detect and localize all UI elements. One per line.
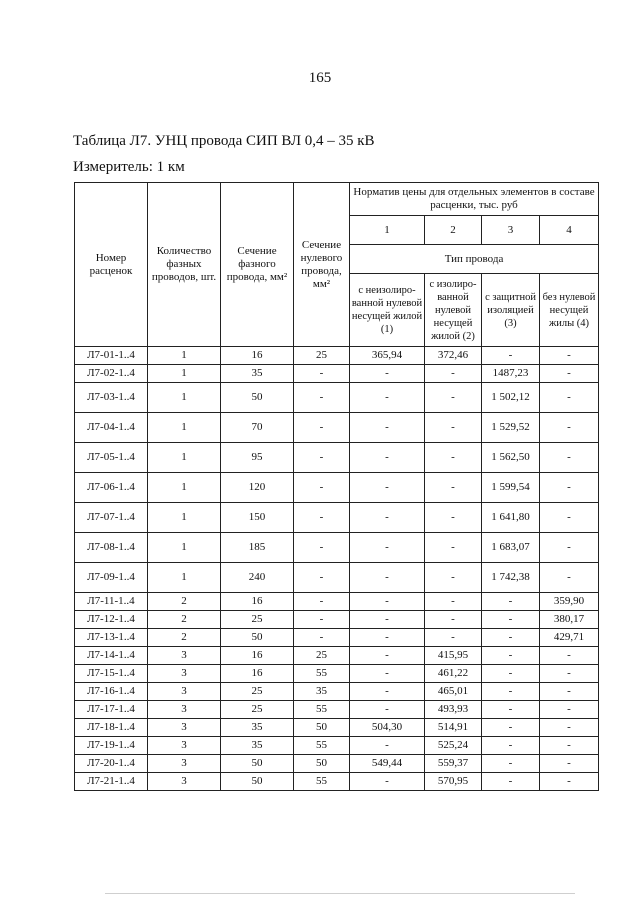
cell-code: Л7-06-1..4 (75, 473, 148, 503)
cell-type-4: - (540, 755, 599, 773)
cell-type-1: - (350, 593, 425, 611)
cell-type-2: - (425, 593, 482, 611)
cell-type-4: - (540, 473, 599, 503)
cell-type-1: - (350, 533, 425, 563)
table-row (75, 629, 599, 647)
table-row (75, 533, 599, 563)
table-body (75, 347, 599, 791)
header-type-4: без нулевой несущей жилы (4) (540, 274, 599, 347)
cell-type-2: - (425, 383, 482, 413)
cell-phase-section: 25 (221, 701, 294, 719)
table-row (75, 773, 599, 791)
cell-phases: 2 (148, 611, 221, 629)
bottom-divider (105, 893, 575, 894)
cell-type-2: 372,46 (425, 347, 482, 365)
cell-type-3: - (482, 755, 540, 773)
cell-type-2: 514,91 (425, 719, 482, 737)
cell-type-1: - (350, 773, 425, 791)
cell-neutral-section: 55 (294, 773, 350, 791)
cell-phase-section: 50 (221, 629, 294, 647)
cell-code: Л7-21-1..4 (75, 773, 148, 791)
cell-type-2: - (425, 503, 482, 533)
table-row (75, 701, 599, 719)
cell-phases: 3 (148, 683, 221, 701)
cell-type-1: - (350, 503, 425, 533)
cell-phase-section: 50 (221, 383, 294, 413)
cell-code: Л7-19-1..4 (75, 737, 148, 755)
cell-neutral-section: 50 (294, 719, 350, 737)
cell-type-2: 465,01 (425, 683, 482, 701)
cell-neutral-section: 55 (294, 701, 350, 719)
cell-type-3: 1 529,52 (482, 413, 540, 443)
cell-neutral-section: - (294, 503, 350, 533)
table-row (75, 413, 599, 443)
cell-phases: 1 (148, 503, 221, 533)
cell-phase-section: 16 (221, 347, 294, 365)
cell-code: Л7-09-1..4 (75, 563, 148, 593)
cell-phase-section: 150 (221, 503, 294, 533)
cell-code: Л7-07-1..4 (75, 503, 148, 533)
cell-phase-section: 16 (221, 593, 294, 611)
cell-type-3: 1 502,12 (482, 383, 540, 413)
cell-phases: 1 (148, 473, 221, 503)
table-row (75, 611, 599, 629)
cell-phase-section: 25 (221, 611, 294, 629)
cell-type-2: - (425, 443, 482, 473)
cell-type-4: 380,17 (540, 611, 599, 629)
header-code: Номер расценок (75, 183, 148, 347)
header-col-number: 4 (540, 216, 599, 245)
cell-type-3: - (482, 773, 540, 791)
cell-neutral-section: - (294, 533, 350, 563)
table-row (75, 683, 599, 701)
cell-type-4: - (540, 737, 599, 755)
cell-phases: 1 (148, 383, 221, 413)
cell-type-4: - (540, 563, 599, 593)
header-col-number: 2 (425, 216, 482, 245)
cell-code: Л7-03-1..4 (75, 383, 148, 413)
cell-type-1: 549,44 (350, 755, 425, 773)
cell-type-1: - (350, 683, 425, 701)
cell-type-4: - (540, 683, 599, 701)
table-row (75, 719, 599, 737)
cell-type-1: - (350, 647, 425, 665)
cell-phases: 3 (148, 719, 221, 737)
cell-neutral-section: 50 (294, 755, 350, 773)
cell-type-1: - (350, 611, 425, 629)
cell-phase-section: 120 (221, 473, 294, 503)
cell-type-4: - (540, 383, 599, 413)
cell-type-4: - (540, 503, 599, 533)
cell-code: Л7-18-1..4 (75, 719, 148, 737)
cell-type-2: - (425, 473, 482, 503)
table-row (75, 503, 599, 533)
cell-type-3: - (482, 737, 540, 755)
cell-phases: 2 (148, 629, 221, 647)
cell-code: Л7-12-1..4 (75, 611, 148, 629)
cell-type-1: - (350, 473, 425, 503)
cell-type-4: - (540, 647, 599, 665)
cell-type-2: 493,93 (425, 701, 482, 719)
cell-phases: 1 (148, 443, 221, 473)
cell-type-1: - (350, 701, 425, 719)
header-type-3: с защитной изоляцией (3) (482, 274, 540, 347)
cell-phase-section: 16 (221, 647, 294, 665)
cell-code: Л7-05-1..4 (75, 443, 148, 473)
cell-type-4: - (540, 665, 599, 683)
cell-type-3: - (482, 665, 540, 683)
cell-neutral-section: - (294, 413, 350, 443)
table-row (75, 473, 599, 503)
cell-type-3: - (482, 629, 540, 647)
cell-type-3: 1487,23 (482, 365, 540, 383)
cell-neutral-section: 55 (294, 665, 350, 683)
cell-phases: 1 (148, 563, 221, 593)
cell-type-4: - (540, 719, 599, 737)
header-phase-section: Сечение фазного провода, мм² (221, 183, 294, 347)
cell-neutral-section: - (294, 629, 350, 647)
cell-type-1: 504,30 (350, 719, 425, 737)
cell-type-3: 1 683,07 (482, 533, 540, 563)
cell-code: Л7-20-1..4 (75, 755, 148, 773)
page-number: 165 (308, 70, 332, 86)
header-type-1: с неизолиро-ванной нулевой несущей жилой (1) (350, 274, 425, 347)
cell-phases: 3 (148, 755, 221, 773)
cell-phase-section: 50 (221, 773, 294, 791)
header-norm-group: Норматив цены для отдельных элементов в составе расценки, тыс. руб (350, 183, 599, 216)
cell-type-4: 359,90 (540, 593, 599, 611)
cell-code: Л7-04-1..4 (75, 413, 148, 443)
cell-code: Л7-16-1..4 (75, 683, 148, 701)
cell-type-2: - (425, 629, 482, 647)
cell-type-2: 570,95 (425, 773, 482, 791)
cell-type-3: - (482, 647, 540, 665)
cell-type-4: - (540, 347, 599, 365)
cell-phase-section: 35 (221, 737, 294, 755)
table-row (75, 755, 599, 773)
cell-phase-section: 25 (221, 683, 294, 701)
table-title: Таблица Л7. УНЦ провода СИП ВЛ 0,4 – 35 кВ (73, 133, 375, 149)
table-row (75, 737, 599, 755)
table-row (75, 443, 599, 473)
cell-type-1: - (350, 413, 425, 443)
cell-type-3: - (482, 347, 540, 365)
cell-type-4: - (540, 443, 599, 473)
cell-phases: 1 (148, 533, 221, 563)
cell-type-4: - (540, 533, 599, 563)
cell-phase-section: 240 (221, 563, 294, 593)
cell-neutral-section: 35 (294, 683, 350, 701)
cell-type-2: - (425, 413, 482, 443)
cell-phase-section: 185 (221, 533, 294, 563)
cell-neutral-section: 55 (294, 737, 350, 755)
cell-phases: 3 (148, 737, 221, 755)
cell-phases: 1 (148, 413, 221, 443)
table-row (75, 593, 599, 611)
table-row (75, 347, 599, 365)
cell-type-1: - (350, 563, 425, 593)
cell-type-1: 365,94 (350, 347, 425, 365)
header-wire-type: Тип провода (350, 245, 599, 274)
cell-code: Л7-13-1..4 (75, 629, 148, 647)
cell-type-3: - (482, 719, 540, 737)
cell-neutral-section: - (294, 611, 350, 629)
cell-phases: 3 (148, 701, 221, 719)
cell-type-2: 559,37 (425, 755, 482, 773)
cell-phases: 3 (148, 647, 221, 665)
cell-phase-section: 95 (221, 443, 294, 473)
cell-type-1: - (350, 365, 425, 383)
cell-neutral-section: - (294, 365, 350, 383)
cell-type-3: - (482, 611, 540, 629)
cell-type-3: 1 742,38 (482, 563, 540, 593)
table-row (75, 665, 599, 683)
cell-neutral-section: - (294, 383, 350, 413)
cell-type-2: 415,95 (425, 647, 482, 665)
cell-type-3: 1 599,54 (482, 473, 540, 503)
cell-type-4: - (540, 413, 599, 443)
cell-phase-section: 70 (221, 413, 294, 443)
cell-type-3: - (482, 593, 540, 611)
cell-neutral-section: - (294, 443, 350, 473)
cell-neutral-section: - (294, 473, 350, 503)
cell-phase-section: 16 (221, 665, 294, 683)
cell-type-1: - (350, 443, 425, 473)
cell-neutral-section: - (294, 563, 350, 593)
table-row (75, 365, 599, 383)
cell-neutral-section: - (294, 593, 350, 611)
cell-type-3: 1 562,50 (482, 443, 540, 473)
cell-phase-section: 35 (221, 719, 294, 737)
cell-code: Л7-01-1..4 (75, 347, 148, 365)
cell-phases: 3 (148, 773, 221, 791)
cell-type-1: - (350, 383, 425, 413)
cell-type-1: - (350, 629, 425, 647)
cell-phases: 3 (148, 665, 221, 683)
cell-type-4: - (540, 365, 599, 383)
header-type-2: с изолиро-ванной нулевой несущей жилой (2) (425, 274, 482, 347)
header-col-number: 3 (482, 216, 540, 245)
unit-line: Измеритель: 1 км (73, 159, 185, 175)
cell-code: Л7-15-1..4 (75, 665, 148, 683)
cell-code: Л7-02-1..4 (75, 365, 148, 383)
cell-code: Л7-17-1..4 (75, 701, 148, 719)
cell-code: Л7-11-1..4 (75, 593, 148, 611)
header-col-number: 1 (350, 216, 425, 245)
cell-type-1: - (350, 737, 425, 755)
cell-type-3: - (482, 701, 540, 719)
cell-type-4: - (540, 773, 599, 791)
cell-neutral-section: 25 (294, 347, 350, 365)
cell-type-2: 525,24 (425, 737, 482, 755)
cell-phase-section: 35 (221, 365, 294, 383)
header-neutral-section: Сечение нулевого провода, мм² (294, 183, 350, 347)
cell-phases: 1 (148, 365, 221, 383)
cell-code: Л7-08-1..4 (75, 533, 148, 563)
cell-type-3: - (482, 683, 540, 701)
cell-phases: 1 (148, 347, 221, 365)
cell-code: Л7-14-1..4 (75, 647, 148, 665)
cell-type-2: - (425, 533, 482, 563)
cell-type-2: - (425, 365, 482, 383)
table-row (75, 647, 599, 665)
cell-type-3: 1 641,80 (482, 503, 540, 533)
price-table (74, 182, 599, 791)
cell-type-4: 429,71 (540, 629, 599, 647)
cell-type-2: - (425, 563, 482, 593)
cell-type-1: - (350, 665, 425, 683)
table-row (75, 383, 599, 413)
cell-phase-section: 50 (221, 755, 294, 773)
cell-neutral-section: 25 (294, 647, 350, 665)
cell-phases: 2 (148, 593, 221, 611)
cell-type-2: 461,22 (425, 665, 482, 683)
cell-type-2: - (425, 611, 482, 629)
table-row (75, 563, 599, 593)
cell-type-4: - (540, 701, 599, 719)
header-phases: Количество фазных проводов, шт. (148, 183, 221, 347)
